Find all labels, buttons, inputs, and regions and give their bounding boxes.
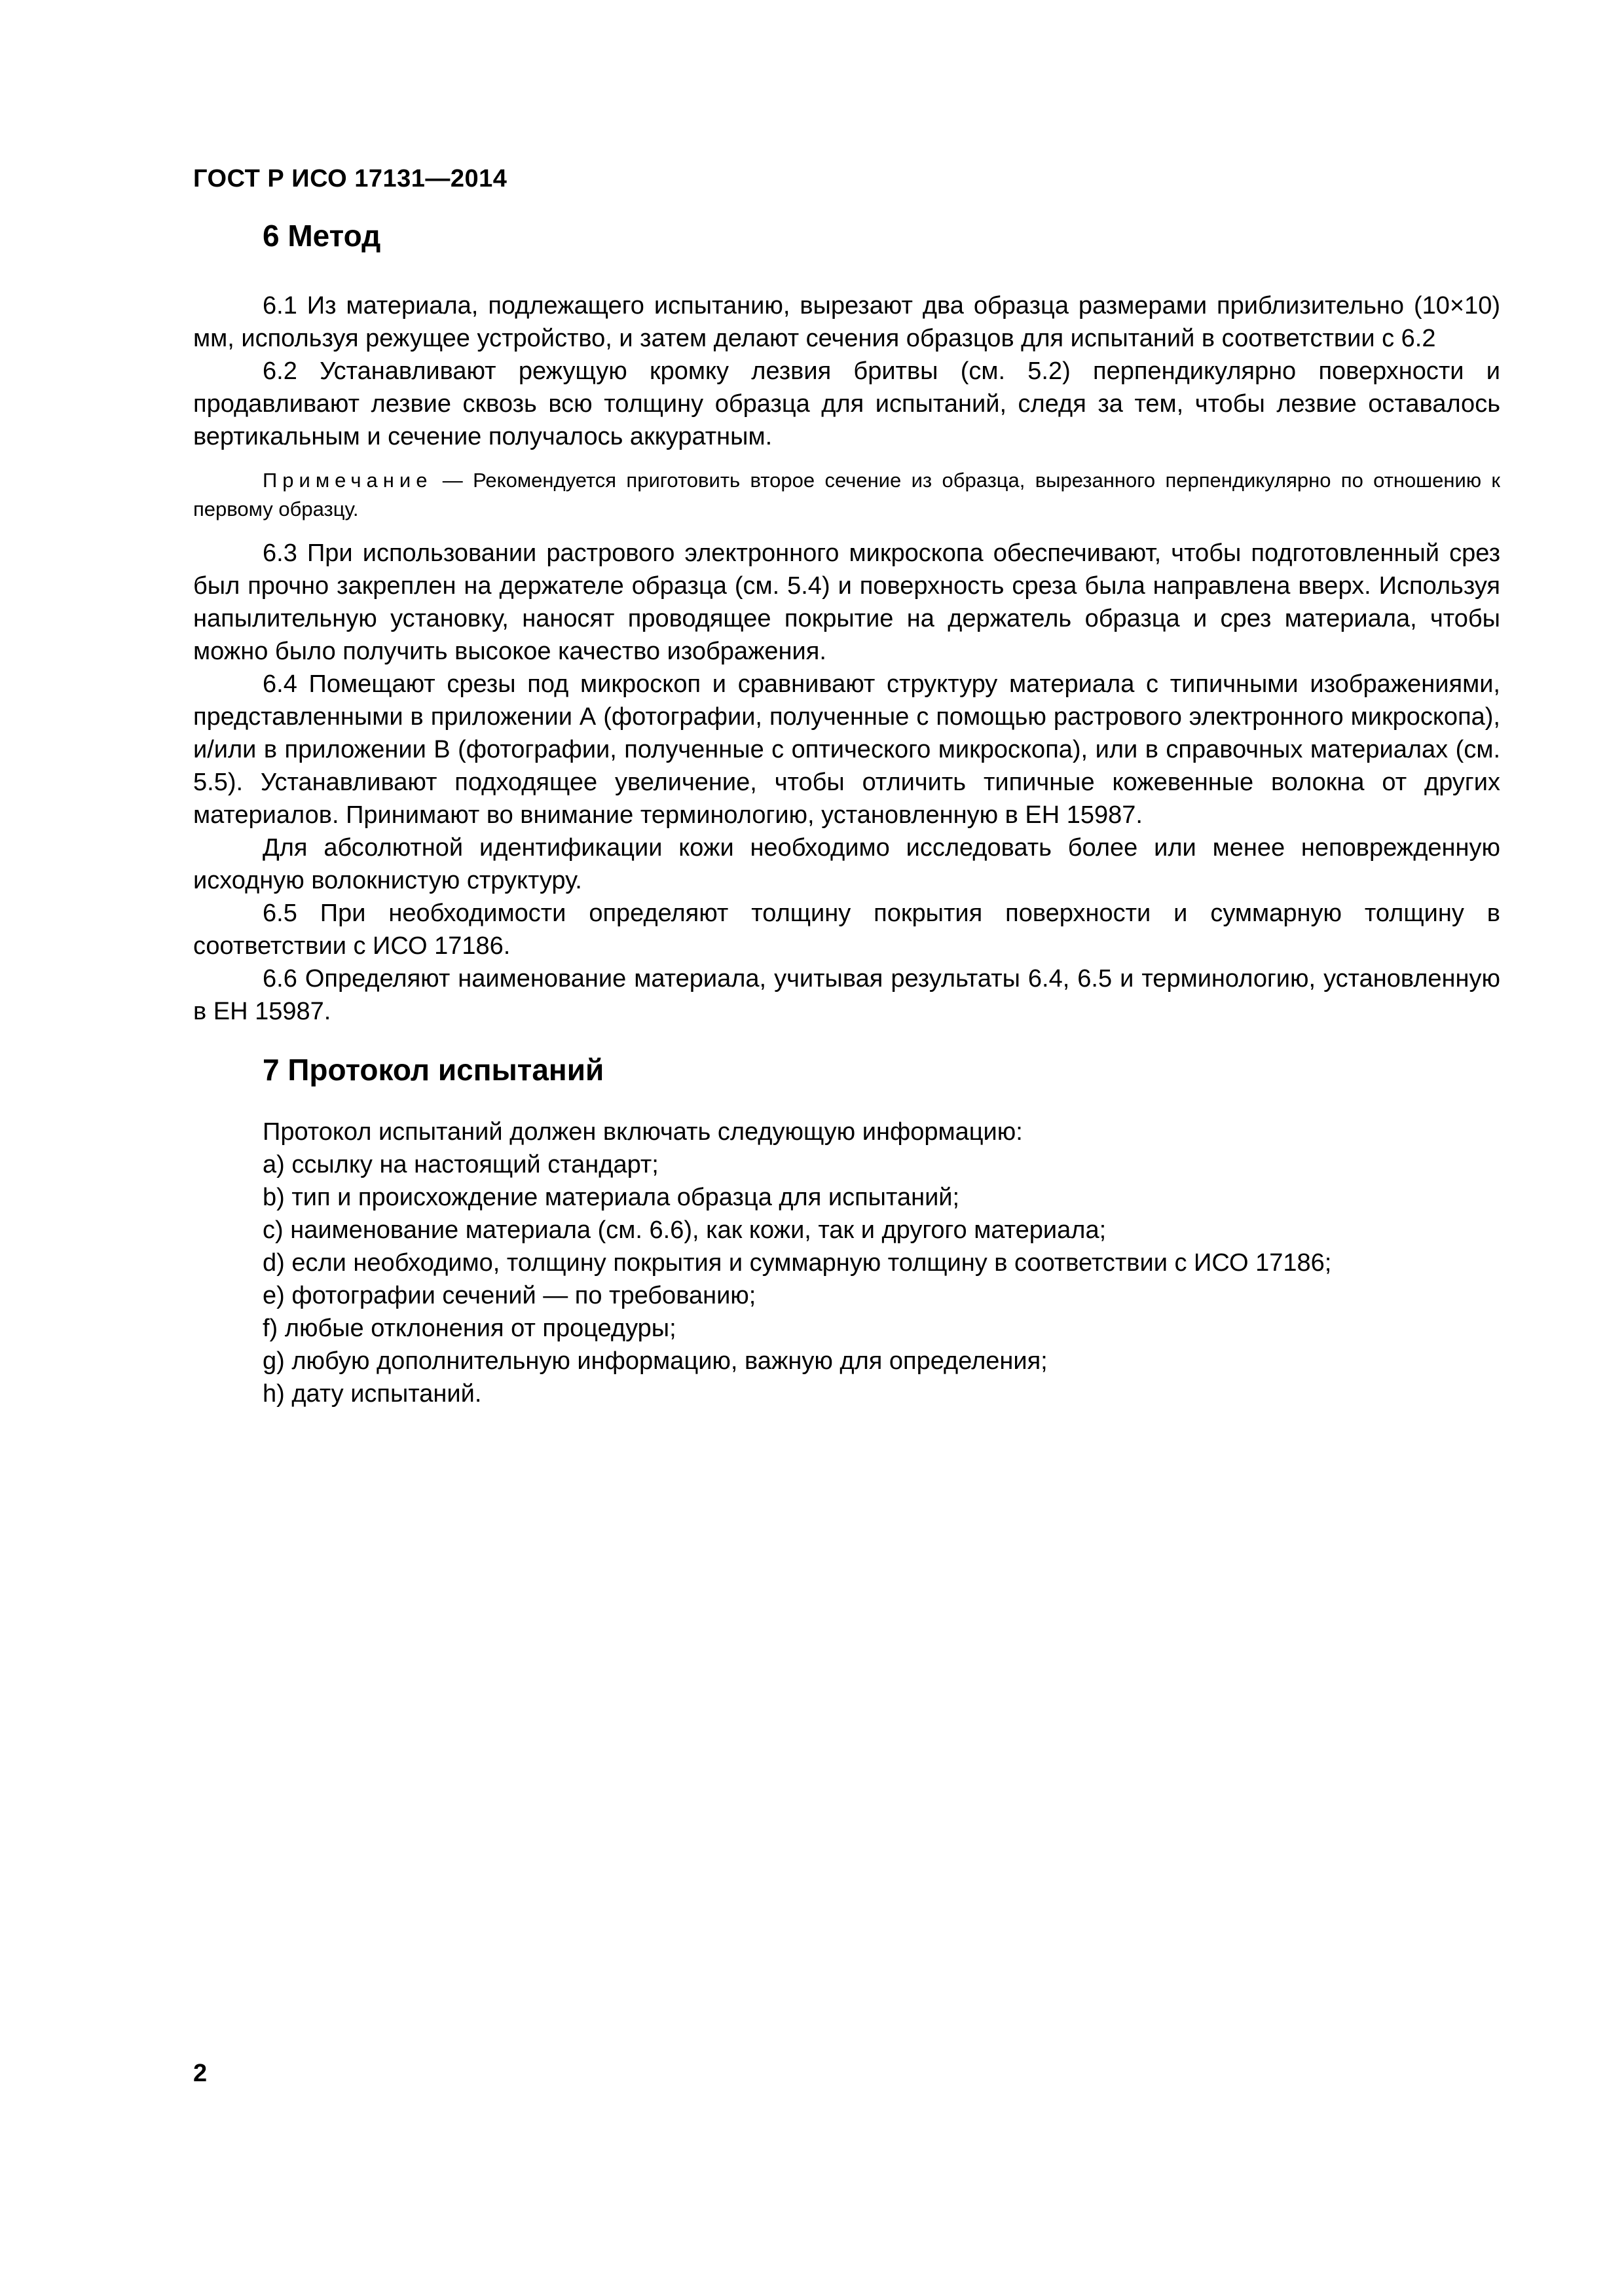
list-item: c) наименование материала (см. 6.6), как кожи, так и другого материала; [263,1216,1107,1244]
report-intro: Протокол испытаний должен включать следующую информацию: [263,1118,1023,1146]
section-6-heading: 6 Метод [263,219,381,253]
document-body [193,216,1500,1410]
list-item: g) любую дополнительную информацию, важную для определения; [263,1347,1048,1375]
paragraph-6-1: 6.1 Из материала, подлежащего испытанию, вырезают два образца размерами приблизительно (10×10) мм, используя режущее устройство, и затем делают сечения образцов для испытаний в соответствии с 6.2 [193,292,1500,352]
paragraph-6-4: 6.4 Помещают срезы под микроскоп и сравнивают структуру материала с типичными изображениями, представленными в приложении А (фотографии, полученные с помощью растрового электронного микроскопа), и/или в приложении В (фотографии, полученные с оптического микроскопа), или в справочных материалах (см. 5.5). Устанавливают подходящее увеличение, чтобы отличить типичные кожевенные волокна от других материалов. Принимают во внимание терминологию, установленную в ЕН 15987. [193,670,1500,829]
list-item: b) тип и происхождение материала образца для испытаний; [263,1184,960,1211]
list-item: f) любые отклонения от процедуры; [263,1315,676,1342]
paragraph-6-2: 6.2 Устанавливают режущую кромку лезвия бритвы (см. 5.2) перпендикулярно поверхности и продавливают лезвие сквозь всю толщину образца для испытаний, следя за тем, чтобы лезвие оставалось вертикальным и сечение получалось аккуратным. [193,357,1500,450]
paragraph-6-6: 6.6 Определяют наименование материала, учитывая результаты 6.4, 6.5 и терминологию, установленную в ЕН 15987. [193,965,1500,1025]
section-7-heading: 7 Протокол испытаний [263,1053,604,1087]
list-item: d) если необходимо, толщину покрытия и суммарную толщину в соответствии с ИСО 17186; [263,1249,1332,1277]
note-label: Примечание [263,469,433,492]
standard-designation: ГОСТ Р ИСО 17131—2014 [193,165,507,192]
page-number: 2 [193,2060,208,2087]
paragraph-6-4-continued: Для абсолютной идентификации кожи необходимо исследовать более или менее неповрежденную исходную волокнистую структуру. [193,834,1500,894]
paragraph-6-5: 6.5 При необходимости определяют толщину покрытия поверхности и суммарную толщину в соответствии с ИСО 17186. [193,900,1500,960]
paragraph-6-3: 6.3 При использовании растрового электронного микроскопа обеспечивают, чтобы подготовленный срез был прочно закреплен на держателе образца (см. 5.4) и поверхность среза была направлена вверх. Используя напылительную установку, наносят проводящее покрытие на держатель образца и срез материала, чтобы можно было получить высокое качество изображения. [193,539,1500,665]
note-text: — Рекомендуется приготовить второе сечение из образца, вырезанного перпендикулярно по отношению к первому образцу. [193,469,1500,520]
list-item: h) дату испытаний. [263,1380,482,1408]
list-item: e) фотографии сечений — по требованию; [263,1282,756,1309]
report-items-list [193,1148,1500,1410]
note-paragraph [193,466,1500,524]
list-item: a) ссылку на настоящий стандарт; [263,1151,659,1178]
